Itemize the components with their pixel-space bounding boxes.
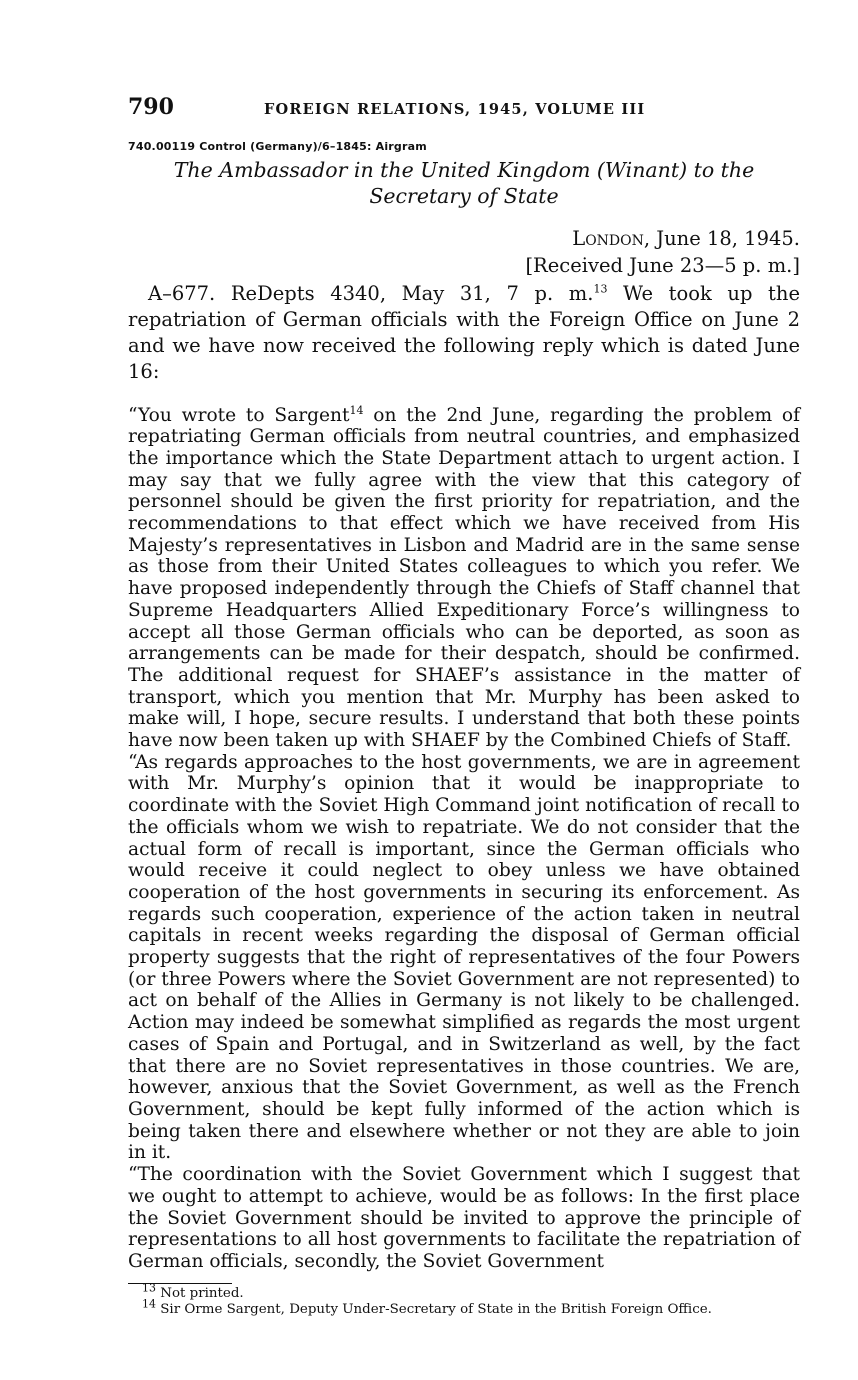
dateline-place-date <box>128 225 800 252</box>
footnote-number: 14 <box>142 1297 156 1311</box>
footnote-ref-14: 14 <box>349 403 364 417</box>
running-title: FOREIGN RELATIONS, 1945, VOLUME III <box>264 101 646 118</box>
quoted-reply <box>128 405 800 1273</box>
footnote-text: Sir Orme Sargent, Deputy Under-Secretary of State in the British Foreign Office. <box>156 1301 712 1317</box>
intro-text-start: A–677. ReDepts 4340, May 31, 7 p. m. <box>148 282 594 305</box>
intro-text-end: We took up the repatriation of German officials with the Foreign Office on June 2 and we have now received the following reply which is dated June 16: <box>128 282 800 383</box>
footnote-number: 13 <box>142 1281 156 1295</box>
footnotes <box>128 1281 800 1318</box>
footnote-13 <box>128 1281 800 1302</box>
page-number: 790 <box>128 94 174 120</box>
quote-p1-end: on the 2nd June, regarding the problem of repatriating German officials from neutral countries, and emphasized the importance which the State Department attach to urgent action. I may say that we fully agree with the view that this category of personnel should be given the first priority for repatriation, and the recommendations to that effect which we have received from His Majesty’s representatives in Lisbon and Madrid are in the same sense as those from their United States colleagues to which you refer. We have proposed independently through the Chiefs of Staff channel that Supreme Headquarters Allied Expeditionary Force’s willingness to accept all those German officials who can be deported, as soon as arrangements can be made for their despatch, should be confirmed. The additional request for SHAEF’s assistance in the matter of transport, which you mention that Mr. Murphy has been asked to make will, I hope, secure results. I understand that both these points have now been taken up with SHAEF by the Combined Chiefs of Staff. <box>128 404 801 752</box>
document-page <box>128 94 800 1318</box>
quote-p1-start: “You wrote to Sargent <box>128 404 350 426</box>
running-head <box>128 94 800 124</box>
quote-paragraph-2: “As regards approaches to the host governments, we are in agreement with Mr. Murphy’s opinion that it would be inappropriate to coordinate with the Soviet High Command joint notification of recall to the officials whom we wish to repatriate. We do not consider that the actual form of recall is important, since the German officials who would receive it could neglect to obey unless we have obtained cooperation of the host governments in securing its enforcement. As regards such cooperation, experience of the action taken in neutral capitals in recent weeks regarding the disposal of German official property suggests that the right of representatives of the four Powers (or three Powers where the Soviet Government are not represented) to act on behalf of the Allies in Germany is not likely to be challenged. Action may indeed be somewhat simplified as regards the most urgent cases of Spain and Portugal, and in Switzerland as well, by the fact that there are no Soviet representatives in those countries. We are, however, anxious that the Soviet Government, as well as the French Government, should be kept fully informed of the action which is being taken there and elsewhere whether or not they are able to join in it. <box>128 751 800 1164</box>
footnote-14 <box>128 1297 800 1318</box>
file-reference: 740.00119 Control (Germany)/6–1845: Airgram <box>128 140 427 153</box>
received-line: [Received June 23—5 p. m.] <box>525 254 800 277</box>
quote-paragraph-3: “The coordination with the Soviet Government which I suggest that we ought to attempt to achieve, would be as follows: In the first place the Soviet Government should be invited to approve the principle of representations to all host governments to facilitate the repatriation of German officials, secondly, the Soviet Government <box>128 1164 800 1272</box>
dateline <box>128 225 800 279</box>
document-heading: The Ambassador in the United Kingdom (Winant) to the Secretary of State <box>173 158 755 208</box>
footnote-ref-13: 13 <box>593 282 608 296</box>
footnote-text: Not printed. <box>156 1285 244 1301</box>
dateline-date: , June 18, 1945. <box>643 227 800 250</box>
quote-paragraph-1 <box>128 405 800 752</box>
intro-paragraph <box>128 281 800 385</box>
dateline-place: London <box>572 227 644 250</box>
